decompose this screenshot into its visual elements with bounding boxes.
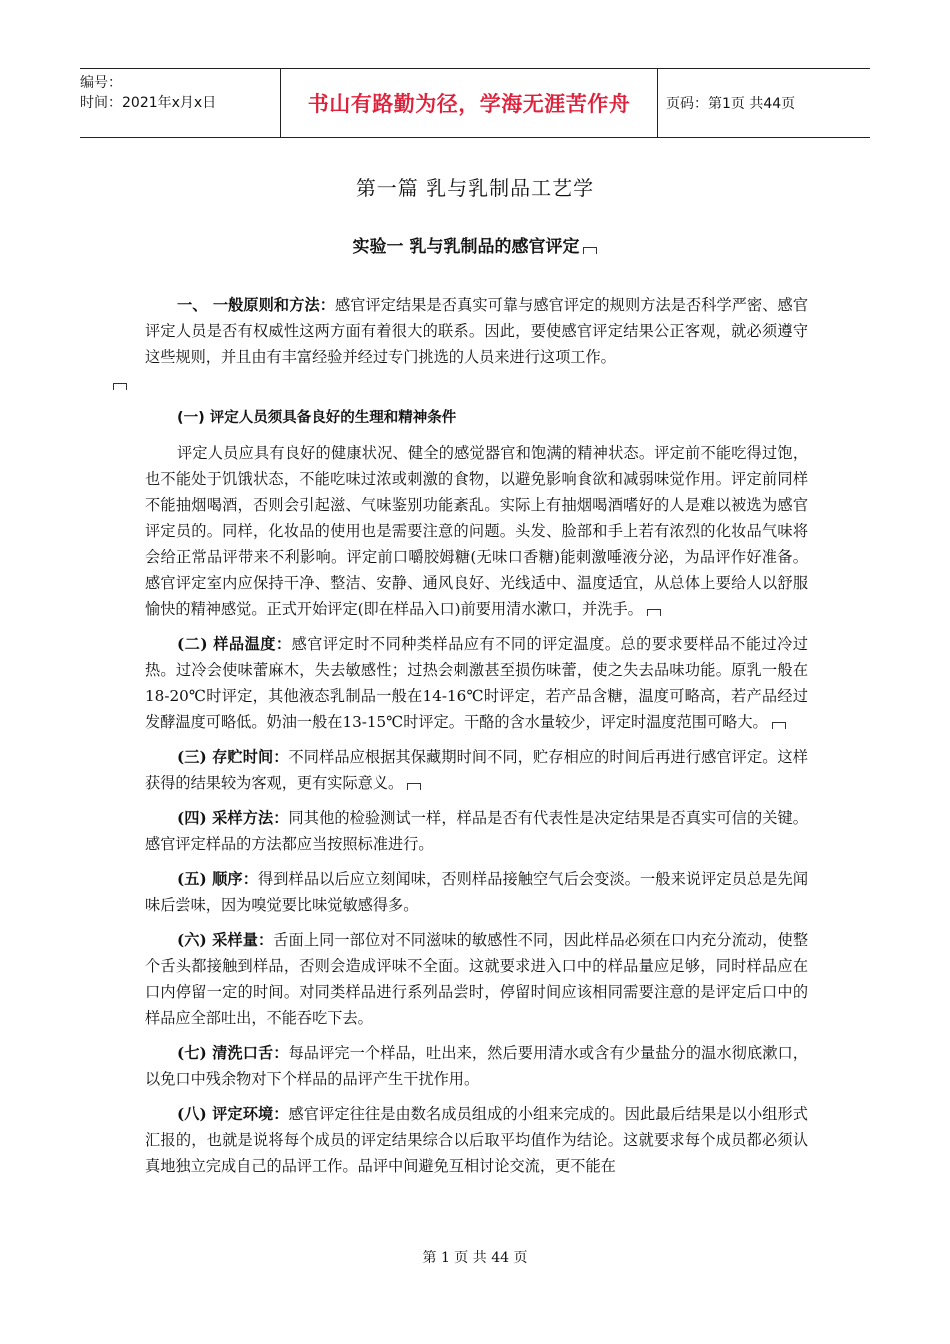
experiment-title xyxy=(0,232,950,257)
section-text: 不同样品应根据其保藏期时间不同，贮存相应的时间后再进行感官评定。这样获得的结果较为客观，更有实际意义。 xyxy=(145,748,808,792)
paragraph-mark-icon xyxy=(407,783,421,790)
header-code-label: 编号： xyxy=(80,75,122,91)
section-label: (三) 存贮时间： xyxy=(177,748,289,766)
section-evaluator-condition-text xyxy=(145,440,808,622)
section-label: 一、 一般原则和方法： xyxy=(177,296,335,314)
section-label: (七) 清洗口舌： xyxy=(177,1044,289,1062)
section-sampling-method xyxy=(145,805,808,857)
section-label: (八) 评定环境： xyxy=(177,1105,289,1123)
section-text: 得到样品以后应立刻闻味，否则样品接触空气后会变淡。一般来说评定员总是先闻味后尝味，因为嗅觉要比味觉敏感得多。 xyxy=(145,870,809,914)
section-text: 感官评定时不同种类样品应有不同的评定温度。总的要求要样品不能过冷过热。过冷会使味蕾麻木，失去敏感性；过热会刺激甚至损伤味蕾，使之失去品味功能。原乳一般在18-20℃时评定，其他液态乳制品一般在14-16℃时评定，若产品含糖，温度可略高，若产品经过发酵温度可略低。奶油一般在13-15℃时评定。干酪的含水量较少，评定时温度范围可略大。 xyxy=(145,635,808,731)
section-heading-evaluator-condition xyxy=(145,405,808,431)
paragraph-mark-icon xyxy=(113,383,127,390)
section-label: (五) 顺序： xyxy=(177,870,258,888)
part-title: 第一篇 乳与乳制品工艺学 xyxy=(355,176,595,200)
section-text: 评定人员应具有良好的健康状况、健全的感觉器官和饱满的精神状态。评定前不能吃得过饱，也不能处于饥饿状态，不能吃味过浓或刺激的食物，以避免影响食欲和减弱味觉作用。评定前同样不能抽烟喝酒，否则会引起滋、气味鉴别功能紊乱。实际上有抽烟喝酒嗜好的人是难以被选为感官评定员的。同样，化妆品的使用也是需要注意的问题。头发、脸部和手上若有浓烈的化妆品气味将会给正常品评带来不利影响。评定前口嚼胶姆糖(无味口香糖)能刺激唾液分泌，为品评作好准备。感官评定室内应保持干净、整洁、安静、通风良好、光线适中、温度适宜，从总体上要给人以舒服愉快的精神感觉。正式开始评定(即在样品入口)前要用清水漱口，并洗手。 xyxy=(145,444,808,618)
header-meta xyxy=(80,69,281,137)
section-general-principles xyxy=(145,292,808,396)
section-text: 同其他的检验测试一样，样品是否有代表性是决定结果是否真实可信的关键。感官评定样品的方法都应当按照标准进行。 xyxy=(145,809,808,853)
section-storage-time xyxy=(145,744,808,796)
section-text: 感官评定往往是由数名成员组成的小组来完成的。因此最后结果是以小组形式汇报的，也就是说将每个成员的评定结果综合以后取平均值作为结论。这就要求每个成员都必须认真地独立完成自己的品评工作。品评中间避免互相讨论交流，更不能在 xyxy=(145,1105,808,1175)
document-body xyxy=(145,292,808,1188)
section-text: 感官评定结果是否真实可靠与感官评定的规则方法是否科学严密、感官评定人员是否有权威性这两方面有着很大的联系。因此，要使感官评定结果公正客观，就必须遵守这些规则，并且由有丰富经验并经过专门挑选的人员来进行这项工作。 xyxy=(145,296,809,366)
header-page-info: 页码：第1页 共44页 xyxy=(666,96,796,112)
section-sample-amount xyxy=(145,927,808,1031)
paragraph-mark-icon xyxy=(772,722,786,729)
header-time-label: 时间：2021年x月x日 xyxy=(80,95,217,111)
page-header xyxy=(80,68,870,138)
section-text: 舌面上同一部位对不同滋味的敏感性不同，因此样品必须在口内充分流动，使整个舌头都接触到样品，否则会造成评味不全面。这就要求进入口中的样品量应足够，同时样品应在口内停留一定的时间。对同类样品进行系列品尝时，停留时间应该相同需要注意的是评定后口中的样品应全部吐出，不能吞吃下去。 xyxy=(145,931,809,1027)
section-label: (一) 评定人员须具备良好的生理和精神条件 xyxy=(177,410,457,426)
section-label: (二) 样品温度： xyxy=(177,635,292,653)
section-label: (六) 采样量： xyxy=(177,931,274,949)
page-footer: 第 1 页 共 44 页 xyxy=(422,1250,528,1266)
header-motto: 书山有路勤为径，学海无涯苦作舟 xyxy=(281,69,658,137)
experiment-title-text: 实验一 乳与乳制品的感官评定 xyxy=(352,237,580,257)
section-sample-temperature xyxy=(145,631,808,735)
section-environment xyxy=(145,1101,808,1179)
section-rinse-mouth xyxy=(145,1040,808,1092)
section-order xyxy=(145,866,808,918)
section-label: (四) 采样方法： xyxy=(177,809,289,827)
paragraph-mark-icon xyxy=(647,609,661,616)
paragraph-mark-icon xyxy=(583,247,597,254)
section-text: 每品评完一个样品，吐出来，然后要用清水或含有少量盐分的温水彻底漱口，以免口中残余物对下个样品的品评产生干扰作用。 xyxy=(145,1044,808,1088)
